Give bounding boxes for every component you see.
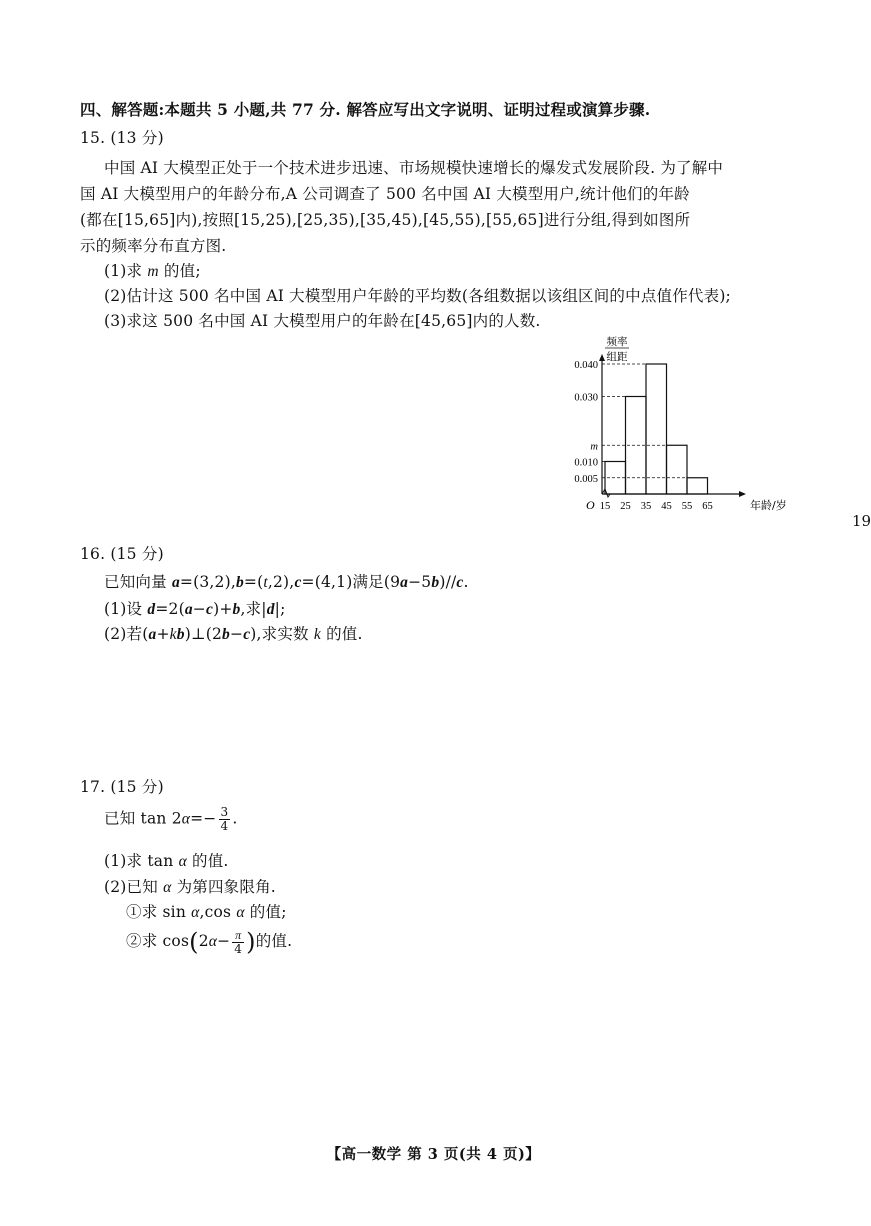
q16-subquestion-2: (2)若(a+kb)⊥(2b−c),求实数 k 的值. <box>104 625 363 643</box>
q17-subquestion-1: (1)求 tan α 的值. <box>104 852 229 870</box>
y-tick-label: 0.005 <box>574 473 598 485</box>
q15-subquestion-3: (3)求这 500 名中国 AI 大模型用户的年龄在[45,65]内的人数. <box>104 312 541 330</box>
q17-item-1: ①求 sin α,cos α 的值; <box>126 903 287 921</box>
x-axis-label: 年龄/岁 <box>750 499 787 512</box>
q15-para-line-2: 国 AI 大模型用户的年龄分布,A 公司调查了 500 名中国 AI 大模型用户,统计他们的年龄 <box>80 185 690 203</box>
section-header: 四、解答题:本题共 5 小题,共 77 分. 解答应写出文字说明、证明过程或演算步骤. <box>80 100 651 119</box>
q15-para-line-1: 中国 AI 大模型正处于一个技术进步迅速、市场规模快速增长的爆发式发展阶段. 为了解中 <box>104 159 724 177</box>
q17-item-2: ②求 cos(2α− $\frac{\pi}{4}$ )的值. <box>126 927 293 956</box>
x-tick-label: 25 <box>620 501 631 512</box>
fraction-three-quarters: $\frac{3}{4}$ <box>220 805 229 833</box>
page-footer: 【高一数学 第 3 页(共 4 页)】 <box>326 1146 541 1163</box>
q15-subquestion-2: (2)估计这 500 名中国 AI 大模型用户年龄的平均数(各组数据以该组区间的中点值作代表); <box>104 287 731 305</box>
q17-subquestion-2: (2)已知 α 为第四象限角. <box>104 878 276 896</box>
edge-page-number: 19 <box>852 512 871 530</box>
x-tick-label: 65 <box>702 501 713 512</box>
q16-number: 16. (15 分) <box>80 545 164 563</box>
q15-para-line-3: (都在[15,65]内),按照[15,25),[25,35),[35,45),[45,55),[55,65]进行分组,得到如图所 <box>80 211 691 229</box>
origin-label: O <box>586 498 595 512</box>
x-tick-label: 45 <box>661 501 672 512</box>
q15-para-line-4: 示的频率分布直方图. <box>80 237 227 255</box>
frequency-histogram <box>560 332 790 517</box>
x-tick-label: 55 <box>681 501 693 512</box>
axis-break <box>602 489 610 497</box>
x-axis-arrow <box>739 491 746 497</box>
y-axis-arrow <box>599 354 605 361</box>
q15-number: 15. (13 分) <box>80 129 164 147</box>
fraction-pi-over-4: $\frac{\pi}{4}$ <box>234 927 243 956</box>
y-tick-label: m <box>590 441 598 453</box>
x-tick-label: 15 <box>599 501 611 512</box>
y-axis-label-numerator: 频率 <box>606 336 628 348</box>
y-tick-label: 0.040 <box>574 360 598 371</box>
histogram-bar <box>687 478 708 494</box>
histogram-bar <box>667 445 688 494</box>
q17-number: 17. (15 分) <box>80 778 164 796</box>
y-tick-label: 0.030 <box>574 392 598 404</box>
q16-subquestion-1: (1)设 d=2(a−c)+b,求|d|; <box>104 600 286 618</box>
y-axis-label-denominator: 组距 <box>606 351 628 363</box>
q17-given: 已知 tan 2α=− $\frac{3}{4}$ . <box>104 805 238 833</box>
histogram-bar <box>646 364 667 494</box>
q15-subquestion-1: (1)求 m 的值; <box>104 262 201 280</box>
y-tick-label: 0.010 <box>574 457 598 469</box>
q16-statement: 已知向量 a=(3,2),b=(t,2),c=(4,1)满足(9a−5b)//c. <box>104 573 469 591</box>
x-tick-label: 35 <box>640 501 652 512</box>
